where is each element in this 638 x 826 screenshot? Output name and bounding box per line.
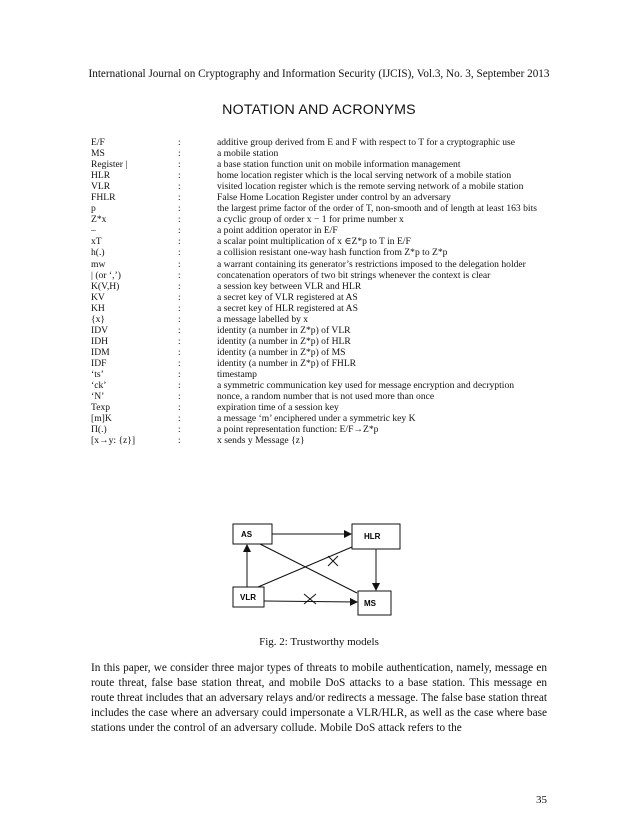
notation-term: HLR	[91, 170, 111, 182]
notation-list	[91, 137, 571, 446]
notation-separator: :	[178, 269, 181, 281]
notation-definition: a symmetric communication key used for message encryption and decryption	[217, 380, 515, 392]
notation-row	[91, 148, 571, 159]
notation-separator: :	[178, 335, 181, 347]
hlr-label: HLR	[364, 532, 381, 541]
notation-row	[91, 137, 571, 148]
notation-separator: :	[178, 148, 181, 160]
notation-row	[91, 247, 571, 258]
notation-row	[91, 192, 571, 203]
notation-separator: :	[178, 192, 181, 204]
notation-row	[91, 391, 571, 402]
figure-caption: Fig. 2: Trustworthy models	[259, 636, 379, 648]
notation-separator: :	[178, 181, 181, 193]
notation-separator: :	[178, 236, 181, 248]
running-header: International Journal on Cryptography and Information Security (IJCIS), Vol.3, No. 3, September 2013	[88, 68, 550, 80]
notation-definition: visited location register which is the remote serving network of a mobile station	[217, 181, 524, 193]
notation-term: Register |	[91, 159, 128, 171]
notation-row	[91, 225, 571, 236]
notation-row	[91, 347, 571, 358]
notation-row	[91, 170, 571, 181]
notation-separator: :	[178, 368, 181, 380]
notation-row	[91, 159, 571, 170]
notation-separator: :	[178, 424, 181, 436]
broken-link-marker	[328, 556, 338, 566]
notation-separator: :	[178, 346, 181, 358]
notation-term: ‘ck’	[91, 380, 107, 392]
notation-term: K(V,H)	[91, 280, 120, 292]
notation-row	[91, 314, 571, 325]
notation-definition: the largest prime factor of the order of T, non-smooth and of length at least 163 bits	[217, 203, 537, 215]
notation-term: KV	[91, 291, 105, 303]
notation-term: Z*x	[91, 214, 107, 226]
notation-row	[91, 358, 571, 369]
notation-definition: identity (a number in Z*p) of MS	[217, 346, 346, 358]
notation-separator: :	[178, 357, 181, 369]
notation-separator: :	[178, 159, 181, 171]
notation-row	[91, 424, 571, 435]
notation-definition: a point addition operator in E/F	[217, 225, 338, 237]
notation-definition: a warrant containing its generator’s restrictions imposed to the delegation holder	[217, 258, 526, 270]
notation-separator: :	[178, 413, 181, 425]
vlr-label: VLR	[240, 593, 256, 602]
notation-separator: :	[178, 170, 181, 182]
notation-term: KH	[91, 302, 105, 314]
ms-label: MS	[364, 599, 376, 608]
notation-row	[91, 402, 571, 413]
notation-row	[91, 336, 571, 347]
vlr-ms-edge	[264, 601, 357, 602]
notation-term: IDM	[91, 346, 110, 358]
notation-row	[91, 270, 571, 281]
notation-term: IDV	[91, 324, 109, 336]
notation-separator: :	[178, 380, 181, 392]
vlr-hlr-diagonal	[258, 547, 352, 587]
notation-separator: :	[178, 391, 181, 403]
notation-definition: timestamp	[217, 368, 257, 380]
notation-definition: identity (a number in Z*p) of HLR	[217, 335, 351, 347]
notation-separator: :	[178, 280, 181, 292]
notation-definition: nonce, a random number that is not used more than once	[217, 391, 435, 403]
notation-row	[91, 214, 571, 225]
notation-separator: :	[178, 313, 181, 325]
notation-term: mw	[91, 258, 106, 270]
notation-definition: concatenation operators of two bit strings whenever the context is clear	[217, 269, 491, 281]
notation-separator: :	[178, 137, 181, 148]
notation-definition: a message ‘m’ enciphered under a symmetric key K	[217, 413, 416, 425]
notation-row	[91, 236, 571, 247]
notation-definition: a point representation function: E/F→Z*p	[217, 424, 379, 436]
page-number: 35	[536, 794, 547, 806]
notation-row	[91, 181, 571, 192]
notation-term: E/F	[91, 137, 105, 148]
notation-separator: :	[178, 435, 181, 447]
notation-term: VLR	[91, 181, 111, 193]
notation-row	[91, 380, 571, 391]
notation-definition: a mobile station	[217, 148, 279, 160]
notation-definition: expiration time of a session key	[217, 402, 339, 414]
notation-definition: a secret key of HLR registered at AS	[217, 302, 358, 314]
notation-term: ‘N’	[91, 391, 105, 403]
notation-definition: home location register which is the local serving network of a mobile station	[217, 170, 512, 182]
notation-row	[91, 325, 571, 336]
notation-separator: :	[178, 402, 181, 414]
notation-separator: :	[178, 203, 181, 215]
notation-term: xT	[91, 236, 102, 248]
notation-term: [m]K	[91, 413, 112, 425]
notation-term: Π(.)	[91, 424, 107, 436]
notation-separator: :	[178, 302, 181, 314]
notation-term: p	[91, 203, 96, 215]
notation-separator: :	[178, 324, 181, 336]
notation-separator: :	[178, 214, 181, 226]
notation-definition: a base station function unit on mobile information management	[217, 159, 461, 171]
notation-definition: identity (a number in Z*p) of FHLR	[217, 357, 357, 369]
trustworthy-model-diagram	[200, 523, 440, 628]
notation-row	[91, 413, 571, 424]
notation-row	[91, 203, 571, 214]
notation-definition: additive group derived from E and F with respect to T for a cryptographic use	[217, 137, 516, 148]
broken-link-marker	[304, 594, 316, 604]
notation-definition: x sends y Message {z}	[217, 435, 305, 447]
notation-row	[91, 292, 571, 303]
notation-separator: :	[178, 247, 181, 259]
section-title: NOTATION AND ACRONYMS	[222, 102, 416, 118]
notation-term: MS	[91, 148, 105, 160]
notation-definition: False Home Location Register under control by an adversary	[217, 192, 451, 204]
notation-definition: a secret key of VLR registered at AS	[217, 291, 358, 303]
notation-row	[91, 259, 571, 270]
notation-definition: a message labelled by x	[217, 313, 309, 325]
notation-separator: :	[178, 225, 181, 237]
notation-term: | (or ‘,’)	[91, 269, 121, 281]
notation-definition: identity (a number in Z*p) of VLR	[217, 324, 351, 336]
body-paragraph: In this paper, we consider three major types of threats to mobile authentication, namely, message en route threat, false base station threat, and mobile DoS attacks to a base station. This message en route threat includes that an adversary relays and/or redirects a message. The false base station threat includes the case where an adversary could impersonate a VLR/HLR, as well as the case where base stations under the control of an adversary collude. Mobile DoS attack refers to the	[91, 662, 547, 735]
notation-definition: a collision resistant one-way hash function from Z*p to Z*p	[217, 247, 448, 259]
notation-term: {x}	[91, 313, 106, 325]
notation-term: –	[91, 225, 96, 237]
as-node	[233, 524, 272, 544]
notation-term: IDF	[91, 357, 107, 369]
notation-term: h(.)	[91, 247, 105, 259]
notation-term: ‘ts’	[91, 368, 104, 380]
notation-term: Texp	[91, 402, 111, 414]
notation-separator: :	[178, 291, 181, 303]
notation-row	[91, 435, 571, 446]
notation-term: [x→y: {z}]	[91, 435, 136, 447]
notation-row	[91, 281, 571, 292]
as-label: AS	[241, 530, 253, 539]
notation-separator: :	[178, 258, 181, 270]
notation-definition: a session key between VLR and HLR	[217, 280, 362, 292]
trustworthy-model-figure	[200, 523, 440, 628]
notation-term: IDH	[91, 335, 109, 347]
notation-definition: a scalar point multiplication of x ∈Z*p to T in E/F	[217, 236, 411, 248]
notation-row	[91, 369, 571, 380]
notation-row	[91, 303, 571, 314]
notation-term: FHLR	[91, 192, 116, 204]
notation-definition: a cyclic group of order x − 1 for prime number x	[217, 214, 404, 226]
